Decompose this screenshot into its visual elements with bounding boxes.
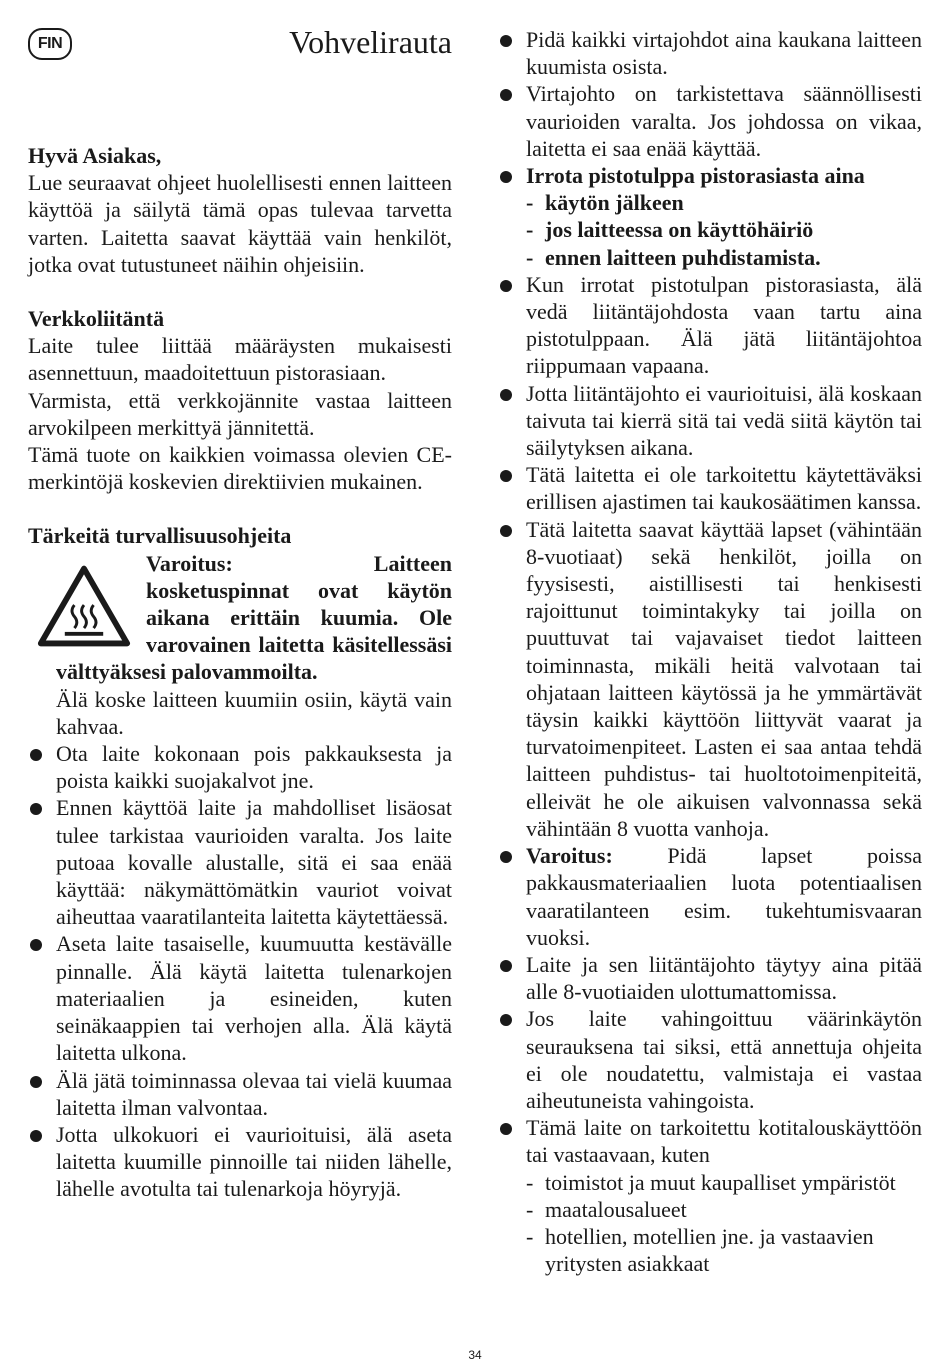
- list-item: Pidä kaikki virtajohdot aina kaukana laitteen kuumista osista.: [498, 26, 922, 80]
- dash-item: - maatalousalueet: [526, 1196, 687, 1222]
- list-item: Laite ja sen liitäntäjohto täytyy aina pitää alle 8-vuotiaiden ulottumattomissa.: [498, 951, 922, 1005]
- list-item: Tämä laite on tarkoitettu kotitalouskäyttöön tai vastaavaan, kuten: [498, 1114, 922, 1168]
- dash-item: - käytön jälkeen: [526, 190, 684, 216]
- dash-item: - toimistot ja muut kaupalliset ympäristöt: [526, 1169, 896, 1195]
- list-item: Ota laite kokonaan pois pakkauksesta ja poista kaikki suojakalvot jne.: [28, 740, 452, 794]
- right-column: [498, 26, 922, 1277]
- list-item: Tätä laitetta saavat käyttää lapset (vähintään 8-vuotiaat) sekä henkilöt, joilla on fyysisesti, aistillisesti tai henkisesti rajoittunut toimintakyky tai joilla on puuttuvat tai vajavaiset tiedot laitteen toiminnasta, mikäli heitä valvotaan tai ohjataan laitteen käytössä ja he ymmärtävät täysin kaikki käyttöön liittyvät vaarat ja turvatoimenpiteet. Lasten ei saa antaa tehdä laitteen puhdistus- tai huoltotoimenpiteitä, elleivät he ole aikuisen valvonnassa sekä vähintään 8 vuotta vanhoja.: [498, 516, 922, 842]
- list-item: Virtajohto on tarkistettava säännöllisesti vaurioiden varalta. Jos johdossa on vikaa, laitetta ei saa enää käyttää.: [498, 80, 922, 162]
- greeting-heading: Hyvä Asiakas,: [28, 143, 162, 168]
- warning-bold-text: Varoitus: Laitteen kosketuspinnat ovat käytön aikana erittäin kuumia. Ole varovainen laitetta käsitellessäsi välttyäksesi palovammoilta.: [56, 550, 452, 685]
- list-item: Ennen käyttöä laite ja mahdolliset lisäosat tulee tarkistaa vaurioiden varalta. Jos laite putoaa kovalle alustalle, sitä ei saa enää käyttää: näkymättömätkin vauriot voivat aiheuttaa vaaratilanteita laitetta käytettäessä.: [28, 794, 452, 930]
- language-badge: FIN: [28, 28, 72, 60]
- dash-item: - jos laitteessa on käyttöhäiriö: [526, 217, 814, 243]
- page-number: 34: [468, 1348, 482, 1362]
- left-column: [28, 142, 452, 1203]
- network-heading: Verkkoliitäntä: [28, 306, 165, 332]
- list-item: Kun irrotat pistotulpan pistorasiasta, älä vedä liitäntäjohdosta vaan tartu aina pistotulppaan. Älä jätä liitäntäjohtoa riippumaan vapaana.: [498, 271, 922, 380]
- network-paragraph-1: Laite tulee liittää määräysten mukaisesti asennettuun, maadoitettuun pistorasiaan.: [28, 333, 452, 386]
- list-item: Tätä laitetta ei ole tarkoitettu käytettäväksi erillisen ajastimen tai kaukosäätimen kanssa.: [498, 461, 922, 515]
- greeting-text: Lue seuraavat ohjeet huolellisesti ennen laitteen käyttöä ja säilytä tämä opas tulevaa tarvetta varten. Laitetta saavat käyttää vain henkilöt, jotka ovat tutustuneet näihin ohjeisiin.: [28, 170, 452, 277]
- list-item: Jotta ulkokuori ei vaurioituisi, älä aseta laitetta kuumille pinnoille tai niiden lähelle, lähelle avotulta tai tulenarkoja höyryjä.: [28, 1121, 452, 1203]
- page-title: Vohvelirauta: [289, 24, 452, 60]
- warning-block: [28, 550, 452, 740]
- list-item: Älä jätä toiminnassa olevaa tai vielä kuumaa laitetta ilman valvontaa.: [28, 1067, 452, 1121]
- list-item: Jotta liitäntäjohto ei vaurioituisi, älä koskaan taivuta tai kierrä sitä tai vedä siitä käytön tai säilytyksen aikana.: [498, 380, 922, 462]
- list-item: Aseta laite tasaiselle, kuumuutta kestävälle pinnalle. Älä käytä laitetta tulenarkojen materiaalien ja esineiden, kuten seinäkaappien tai verhojen alla. Älä käytä laitetta ulkona.: [28, 930, 452, 1066]
- network-paragraph-2: Varmista, että verkkojännite vastaa laitteen arvokilpeen merkittyä jännitettä.: [28, 387, 452, 440]
- list-item: Jos laite vahingoittuu väärinkäytön seurauksena tai siksi, että annettuja ohjeita ei ole noudatettu, valmistaja ei vastaa aiheutuneista vahingoista.: [498, 1005, 922, 1114]
- dash-item: - hotellien, motellien jne. ja vastaavien yritysten asiakkaat: [526, 1223, 874, 1277]
- warning-label: Varoitus:: [526, 843, 613, 869]
- list-item-warning: Varoitus: Pidä lapset poissa pakkausmateriaalien luota potentiaalisen vaaratilanteen esim. tukehtumisvaaran vuoksi.: [498, 842, 922, 951]
- warning-text: Älä koske laitteen kuumiin osiin, käytä vain kahvaa.: [56, 686, 452, 739]
- network-paragraph-3: Tämä tuote on kaikkien voimassa olevien CE-merkintöjä koskevien direktiivien mukainen.: [28, 442, 452, 495]
- safety-heading: Tärkeitä turvallisuusohjeita: [28, 523, 292, 549]
- list-item-unplug: Irrota pistotulppa pistorasiasta aina: [498, 162, 922, 189]
- dash-item: - ennen laitteen puhdistamista.: [526, 244, 821, 270]
- hot-surface-warning-icon: [36, 558, 132, 654]
